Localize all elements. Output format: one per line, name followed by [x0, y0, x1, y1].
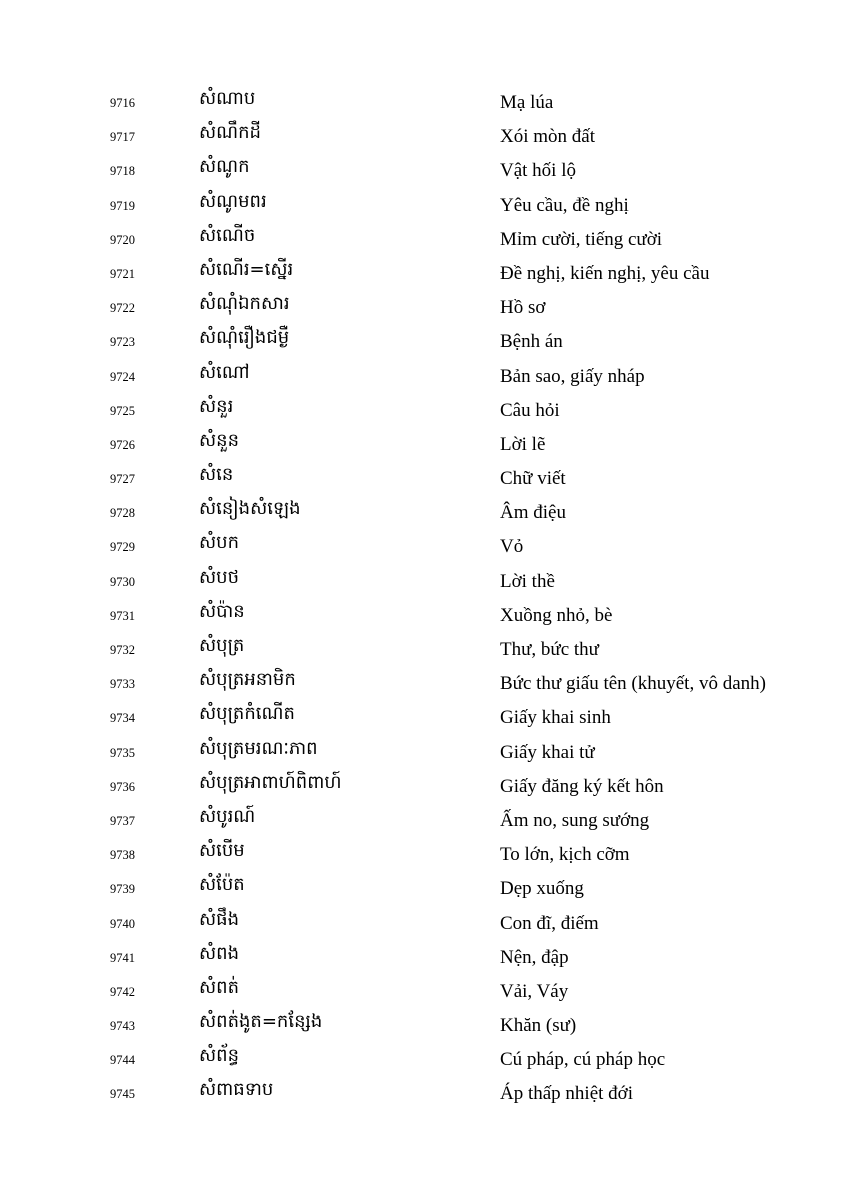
entry-number: 9721	[110, 266, 135, 281]
khmer-term: សំពត់ងូត=កន្សែង	[199, 1011, 323, 1033]
entry-number: 9737	[110, 813, 135, 828]
entry-row	[0, 770, 848, 804]
entry-number: 9743	[110, 1019, 135, 1034]
entry-row	[0, 667, 848, 701]
entry-number: 9736	[110, 779, 135, 794]
khmer-term: សំណើច	[199, 224, 256, 246]
entry-number: 9727	[110, 472, 135, 487]
khmer-term: សំបុត្រអនាមិក	[199, 669, 296, 691]
entry-number: 9735	[110, 745, 135, 760]
entry-number: 9733	[110, 677, 135, 692]
entry-row	[0, 120, 848, 154]
vietnamese-meaning: Mạ lúa	[500, 92, 554, 113]
khmer-term: សំពត់	[199, 976, 239, 998]
vietnamese-meaning: Vật hối lộ	[500, 160, 576, 182]
entry-row	[0, 872, 848, 906]
entry-row	[0, 496, 848, 530]
khmer-term: សំណុំឯកសារ	[199, 293, 290, 315]
entry-row	[0, 462, 848, 496]
khmer-term: សំណូមពរ	[199, 190, 267, 212]
entry-number: 9723	[110, 335, 135, 350]
entry-row	[0, 633, 848, 667]
vietnamese-meaning: Nện, đập	[500, 946, 569, 968]
vietnamese-meaning: Vỏ	[500, 536, 524, 558]
khmer-term: សំបថ	[199, 566, 239, 588]
vietnamese-meaning: Dẹp xuống	[500, 878, 584, 900]
vietnamese-meaning: Lời thề	[500, 570, 555, 592]
khmer-term: សំណូក	[199, 156, 250, 178]
vietnamese-meaning: Hồ sơ	[500, 297, 546, 319]
khmer-term: សំបុត្រអាពាហ៍ពិពាហ៍	[199, 771, 342, 793]
dictionary-page	[0, 86, 848, 1112]
vietnamese-meaning: Âm điệu	[500, 502, 566, 524]
khmer-term: សំនួន	[199, 429, 239, 451]
entry-number: 9716	[110, 96, 135, 110]
entry-row	[0, 975, 848, 1009]
vietnamese-meaning: Giấy khai sinh	[500, 707, 611, 729]
khmer-term: សំនេ	[199, 464, 234, 486]
entry-number: 9741	[110, 950, 135, 965]
vietnamese-meaning: Ấm no, sung sướng	[500, 809, 650, 831]
entry-number: 9719	[110, 198, 135, 213]
entry-number: 9726	[110, 437, 135, 452]
entry-row	[0, 325, 848, 359]
khmer-term: សំប៉ាន	[199, 600, 245, 622]
entry-row	[0, 360, 848, 394]
khmer-term: សំប៉ែត	[199, 874, 245, 896]
vietnamese-meaning: Vải, Váy	[500, 980, 569, 1002]
vietnamese-meaning: Bản sao, giấy nháp	[500, 365, 645, 387]
entry-number: 9718	[110, 164, 135, 179]
vietnamese-meaning: Bệnh án	[500, 331, 563, 353]
khmer-term: សំព័ន្ធ	[199, 1045, 239, 1067]
vietnamese-meaning: Cú pháp, cú pháp học	[500, 1049, 666, 1071]
entry-number: 9730	[110, 574, 135, 589]
entry-row	[0, 838, 848, 872]
vietnamese-meaning: Đề nghị, kiến nghị, yêu cầu	[500, 262, 710, 284]
khmer-term: សំណៅ	[199, 361, 250, 383]
vietnamese-meaning: Chữ viết	[500, 468, 566, 490]
khmer-term: សំពង	[199, 942, 239, 964]
vietnamese-meaning: Xuồng nhỏ, bè	[500, 604, 613, 626]
khmer-term: សំបើម	[199, 840, 245, 862]
entry-row	[0, 1077, 848, 1111]
khmer-term: សំបុត្រកំណើត	[199, 703, 295, 725]
entry-row	[0, 154, 848, 188]
vietnamese-meaning: Xói mòn đất	[500, 126, 595, 148]
entry-number: 9744	[110, 1053, 135, 1068]
vietnamese-meaning: Giấy đăng ký kết hôn	[500, 775, 664, 797]
vietnamese-meaning: Bức thư giấu tên (khuyết, vô danh)	[500, 673, 766, 695]
entry-number: 9742	[110, 984, 135, 999]
entry-row	[0, 223, 848, 257]
entry-row	[0, 1043, 848, 1077]
entry-number: 9734	[110, 711, 135, 726]
vietnamese-meaning: Con đĩ, điếm	[500, 912, 599, 934]
vietnamese-meaning: Giấy khai tử	[500, 741, 595, 763]
vietnamese-meaning: To lớn, kịch cỡm	[500, 844, 630, 866]
entry-row	[0, 394, 848, 428]
entry-number: 9720	[110, 232, 135, 247]
khmer-term: សំផឹង	[199, 908, 239, 930]
entry-number: 9732	[110, 643, 135, 657]
entry-number: 9739	[110, 882, 135, 897]
khmer-term: សំនៀងសំឡេង	[199, 498, 301, 520]
entry-row	[0, 941, 848, 975]
entry-row	[0, 736, 848, 770]
entry-row	[0, 530, 848, 564]
entry-row	[0, 1009, 848, 1043]
entry-row	[0, 86, 848, 120]
vietnamese-meaning: Lời lẽ	[500, 433, 546, 455]
entry-number: 9731	[110, 608, 135, 623]
vietnamese-meaning: Khăn (sư)	[500, 1015, 577, 1037]
entry-row	[0, 291, 848, 325]
vietnamese-meaning: Áp thấp nhiệt đới	[500, 1083, 633, 1105]
entry-row	[0, 907, 848, 941]
entry-number: 9740	[110, 916, 135, 931]
entry-row	[0, 257, 848, 291]
vietnamese-meaning: Mỉm cười, tiếng cười	[500, 228, 663, 250]
khmer-term: សំណុំរឿងជម្ងឺ	[199, 327, 290, 349]
entry-number: 9724	[110, 369, 135, 384]
entry-row	[0, 701, 848, 735]
khmer-term: សំបុត្រ	[199, 635, 245, 656]
entry-number: 9738	[110, 848, 135, 863]
khmer-term: សំពាធទាប	[199, 1079, 274, 1101]
entry-number: 9717	[110, 130, 135, 145]
vietnamese-meaning: Yêu cầu, đề nghị	[500, 194, 629, 216]
khmer-term: សំបូរណ៍	[199, 805, 256, 827]
khmer-term: សំណឹកដី	[199, 122, 261, 144]
vietnamese-meaning: Thư, bức thư	[500, 639, 599, 660]
entry-row	[0, 599, 848, 633]
khmer-term: សំណើរ=ស្នើរ	[199, 258, 294, 280]
khmer-term: សំណាប	[199, 88, 256, 109]
entry-row	[0, 565, 848, 599]
khmer-term: សំនួរ	[199, 395, 234, 417]
vietnamese-meaning: Câu hỏi	[500, 399, 560, 421]
entry-number: 9729	[110, 540, 135, 555]
khmer-term: សំបក	[199, 532, 239, 554]
entry-row	[0, 428, 848, 462]
khmer-term: សំបុត្រមរណៈភាព	[199, 737, 318, 759]
entry-number: 9725	[110, 403, 135, 418]
entry-number: 9745	[110, 1087, 135, 1102]
entry-row	[0, 189, 848, 223]
entry-row	[0, 804, 848, 838]
entry-number: 9728	[110, 506, 135, 521]
entry-number: 9722	[110, 301, 135, 316]
